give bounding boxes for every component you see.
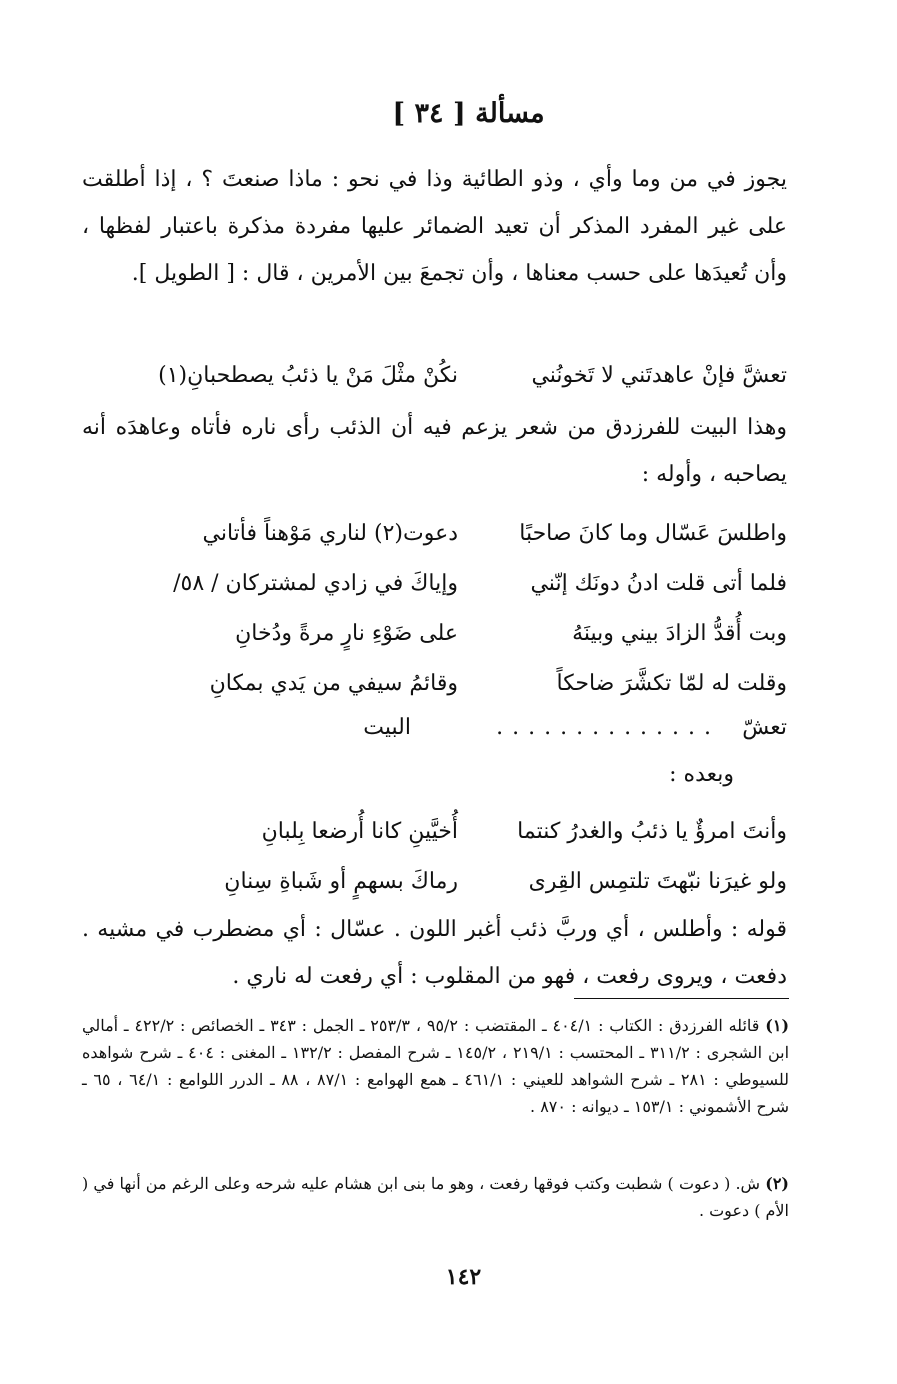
verse-first-hemistich: فلما أتى قلت ادنُ دونَك إنّني [530, 571, 787, 596]
page-number: ١٤٢ [445, 1264, 482, 1290]
tash-end: البيت [363, 715, 411, 740]
verse-second-hemistich: على ضَوْءِ نارٍ مرةً ودُخانِ [235, 621, 458, 646]
context-paragraph: وهذا البيت للفرزدق من شعر يزعم فيه أن الذئب رأى ناره فأتاه وعاهدَه أنه يصاحبه ، وأوله : [82, 415, 787, 487]
verse-first-hemistich: واطلسَ عَسّال وما كانَ صاحبًا [519, 521, 787, 546]
verse-first-hemistich: تعشَّ فإنْ عاهدتَني لا تَخونُني [531, 363, 787, 388]
footnote-number: (٢) [765, 1174, 789, 1193]
footnote-number: (١) [765, 1016, 790, 1035]
poem-line [82, 660, 787, 708]
footnote-text: ش. ( دعوت ) شطبت وكتب فوقها رفعت ، وهو ما بنى ابن هشام عليه شرحه وعلى الرغم من أنها في ( الأم ) دعوت . [82, 1174, 789, 1220]
verse-first-hemistich: ولو غيرَنا نبّهتَ تلتمِس القِرى [528, 869, 787, 894]
footnote-text: قائله الفرزدق : الكتاب : ٤٠٤/١ ـ المقتضب : ٩٥/٢ ، ٢٥٣/٣ ـ الجمل : ٣٤٣ ـ الخصائص : ٤٢٢/٢ ـ أمالي ابن الشجرى : ٣١١/٢ ـ المحتسب : ٢١٩/١ ، ١٤٥/٢ ـ شرح المفصل : ١٣٢/٢ ـ المغنى : ٤٠٤ ـ شرح شواهده للسيوطي : ٢٨١ ـ شرح الشواهد للعيني : ٤٦١/١ ـ همع الهوامع : ٨٧/١ ، ٨٨ ـ الدرر اللوامع : ٦٤/١ ، ٦٥ ـ شرح الأشموني : ١٥٣/١ ـ ديوانه : ٨٧٠ . [82, 1016, 790, 1116]
verse-first-hemistich: وأنتَ امرؤٌ يا ذئبُ والغدرُ كنتما [517, 819, 787, 844]
footnote-divider [574, 998, 789, 999]
poem2-line [82, 808, 787, 856]
verse-first-hemistich: وبت أُقدُّ الزادَ بيني وبينَهُ [572, 621, 787, 646]
main-verse [82, 352, 787, 400]
after-label: وبعده : [669, 762, 734, 787]
verse-second-hemistich: نكُنْ مثْلَ مَنْ يا ذئبُ يصطحبانِ(١) [158, 363, 458, 388]
tash-dots: . . . . . . . . . . . . . . [496, 715, 712, 740]
verse-second-hemistich: دعوت(٢) لناري مَوْهناً فأتاني [202, 521, 458, 546]
verse-second-hemistich: أُخيَّينِ كانا أُرضعا بِلبانِ [261, 819, 458, 844]
poem-line [82, 560, 787, 608]
verse-second-hemistich: رماكَ بسهمٍ أو شَباةِ سِنانِ [224, 869, 458, 894]
poem-line [82, 610, 787, 658]
footnote-1 [82, 1012, 789, 1120]
verse-second-hemistich: وإياكَ في زادي لمشتركان / ٥٨/ [173, 571, 458, 596]
verse-first-hemistich: وقلت له لمّا تكشَّرَ ضاحكاً [556, 671, 787, 696]
tash-start: تعشّ [742, 715, 787, 740]
intro-paragraph: يجوز في من وما وأي ، وذو الطائية وذا في نحو : ماذا صنعتَ ؟ ، إذا أطلقت على غير المفرد المذكر أن تعيد الضمائر عليها مفردة مذكرة باعتبار لفظها ، وأن تُعيدَها على حسب معناها ، وأن تجمعَ بين الأمرين ، قال : [ الطويل ]. [82, 167, 787, 286]
poem-line [82, 510, 787, 558]
page-title: مسألة [ ٣٤ ] [392, 98, 545, 129]
explanation-paragraph: قوله : وأطلس ، أي وربَّ ذئب أغبر اللون . عسّال : أي مضطرب في مشيه . دفعت ، ويروى رفعت ، فهو من المقلوب : أي رفعت له ناري . [82, 917, 787, 989]
verse-second-hemistich: وقائمُ سيفي من يَدي بمكانِ [209, 671, 458, 696]
poem2-line [82, 858, 787, 906]
footnote-2 [82, 1170, 789, 1224]
tash-line [82, 704, 787, 752]
